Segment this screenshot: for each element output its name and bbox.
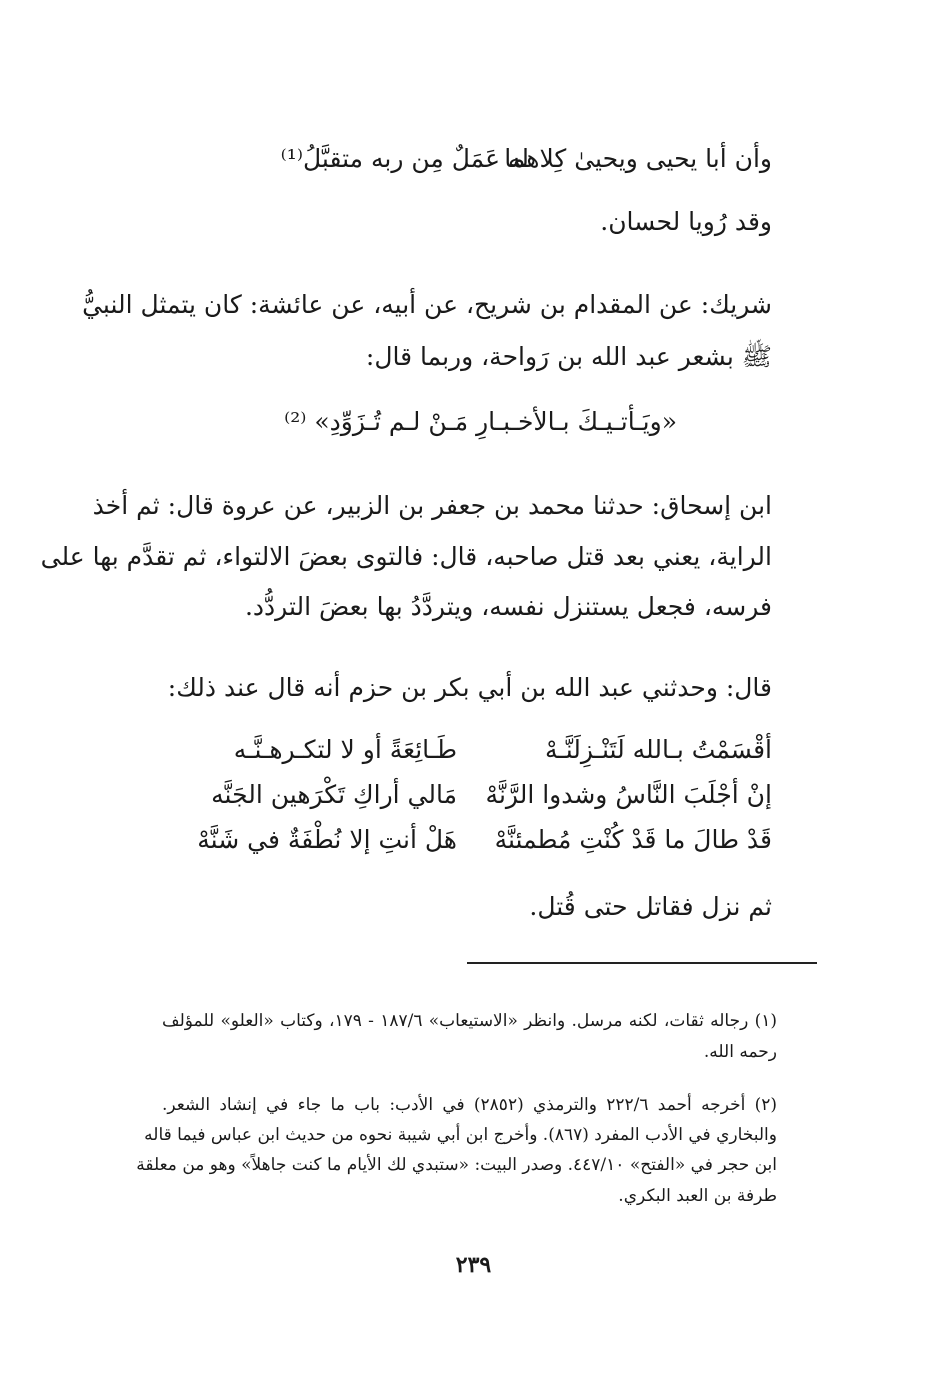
- sharik-paragraph-line-2: ﷺ بشعر عبد الله بن رَواحة، وربما قال:: [365, 342, 772, 371]
- verse-quote: «ويَـأتـيـكَ بـالأخـبـارِ مَـنْ لـم تُـزَوِّدِ» ⁽²⁾: [284, 407, 677, 436]
- poem-line-1-left: طَـائِعَةً أو لا لتكـرهـنَّـه: [233, 735, 457, 764]
- footnote-1-line-1: (١) رجاله ثقات، لكنه مرسل. وانظر «الاستيعاب» ١٨٧/٦ - ١٧٩، وكتاب «العلو» للمؤلف: [162, 1011, 778, 1031]
- poem-line-3-left: هَلْ أنتِ إلا نُطْفَةٌ في شَنَّهْ: [197, 825, 457, 854]
- attribution-line: وقد رُويا لحسان.: [600, 207, 772, 236]
- poem-line-3-right: قَدْ طالَ ما قَدْ كُنْتِ مُطمئنَّهْ: [494, 825, 772, 854]
- opening-verse-right-hemistich: وأن أبا يحيى ويحيىٰ كِلاهما: [504, 144, 772, 173]
- footnote-1-line-2: رحمه الله.: [703, 1042, 777, 1062]
- sharik-paragraph-line-1: شريك: عن المقدام بن شريح، عن أبيه، عن عائشة: كان يتمثل النبيُّ: [82, 290, 772, 319]
- ibn-ishaq-line-2: الراية، يعني بعد قتل صاحبه، قال: فالتوى بعضَ الالتواء، ثم تقدَّم بها على: [40, 542, 772, 571]
- poem-line-1-right: أقْسَمْتُ بـالله لَتَنْـزِلَنَّـهْ: [544, 735, 772, 764]
- footnote-separator: [467, 962, 817, 964]
- footnote-2-line-2: والبخاري في الأدب المفرد (٨٦٧). وأخرج ابن أبي شيبة نحوه من حديث ابن عباس فيما قاله: [144, 1125, 777, 1145]
- poem-intro: قال: وحدثني عبد الله بن أبي بكر بن حزم أنه قال عند ذلك:: [167, 673, 772, 702]
- opening-verse-left-hemistich: له عَمَلٌ مِن ربه متقبَّلُ⁽¹⁾: [280, 144, 529, 173]
- footnote-2-line-4: طرفة بن العبد البكري.: [618, 1186, 777, 1206]
- closing-line: ثم نزل فقاتل حتى قُتل.: [529, 892, 772, 921]
- footnote-2-line-1: (٢) أخرجه أحمد ٢٢٢/٦ والترمذي (٢٨٥٢) في الأدب: باب ما جاء في إنشاد الشعر.: [162, 1095, 778, 1115]
- ibn-ishaq-line-3: فرسه، فجعل يستنزل نفسه، ويتردَّدُ بها بعضَ التردُّد.: [244, 592, 772, 621]
- poem-line-2-right: إنْ أجْلَبَ النَّاسُ وشدوا الرَّنَّهْ: [485, 780, 772, 809]
- footnote-2-line-3: ابن حجر في «الفتح» ٤٤٧/١٠. وصدر البيت: «ستبدي لك الأيام ما كنت جاهلاً» وهو من معلقة: [136, 1155, 777, 1175]
- poem-line-2-left: مَالي أراكِ تَكْرَهين الجَنَّه: [211, 780, 457, 809]
- page-number: ٢٣٩: [455, 1252, 492, 1278]
- ibn-ishaq-line-1: ابن إسحاق: حدثنا محمد بن جعفر بن الزبير، عن عروة قال: ثم أخذ: [92, 491, 772, 520]
